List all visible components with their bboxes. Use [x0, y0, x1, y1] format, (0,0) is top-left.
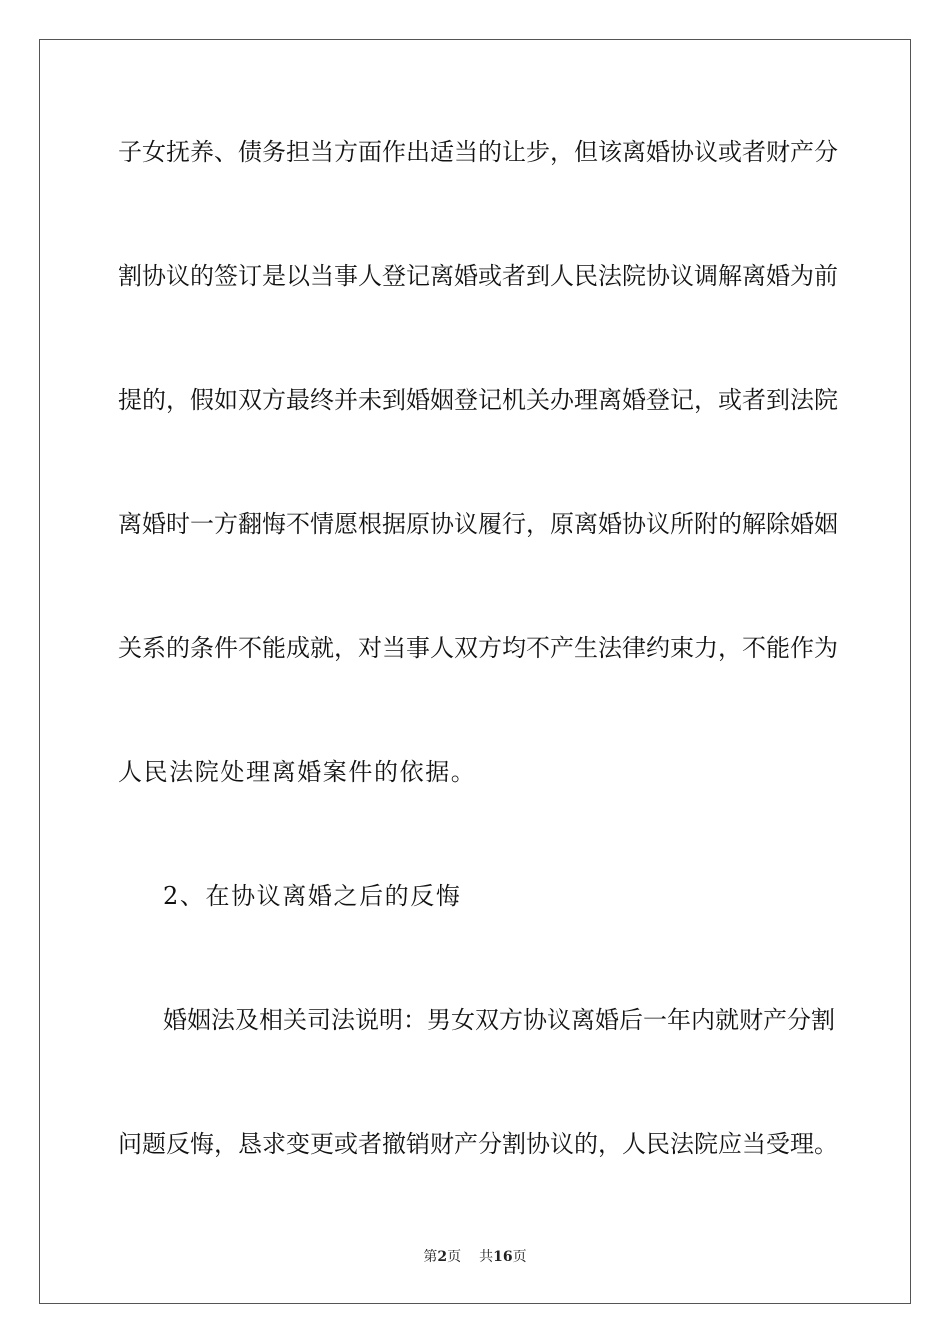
total-suffix: 页 [512, 1249, 527, 1265]
paragraph-line: 离婚时一方翻悔不情愿根据原协议履行，原离婚协议所附的解除婚姻 [118, 510, 838, 538]
paragraph-line: 人民法院处理离婚案件的依据。 [118, 758, 477, 786]
paragraph-line: 关系的条件不能成就，对当事人双方均不产生法律约束力，不能作为 [118, 634, 838, 662]
page-footer [0, 1248, 950, 1266]
section-heading: 2、在协议离婚之后的反悔 [163, 882, 462, 910]
paragraph-line: 割协议的签订是以当事人登记离婚或者到人民法院协议调解离婚为前 [118, 262, 838, 290]
paragraph-line: 提的，假如双方最终并未到婚姻登记机关办理离婚登记，或者到法院 [118, 386, 838, 414]
paragraph-line: 子女抚养、债务担当方面作出适当的让步，但该离婚协议或者财产分 [118, 138, 838, 166]
page-number: 2 [437, 1249, 448, 1265]
total-pages: 16 [493, 1249, 513, 1265]
paragraph-line: 婚姻法及相关司法说明：男女双方协议离婚后一年内就财产分割 [163, 1006, 835, 1034]
page-suffix: 页 [447, 1249, 462, 1265]
paragraph-line: 问题反悔，恳求变更或者撤销财产分割协议的，人民法院应当受理。 [118, 1130, 838, 1158]
page-border [39, 39, 911, 1304]
page-prefix: 第 [423, 1249, 438, 1265]
total-prefix: 共 [479, 1249, 494, 1265]
